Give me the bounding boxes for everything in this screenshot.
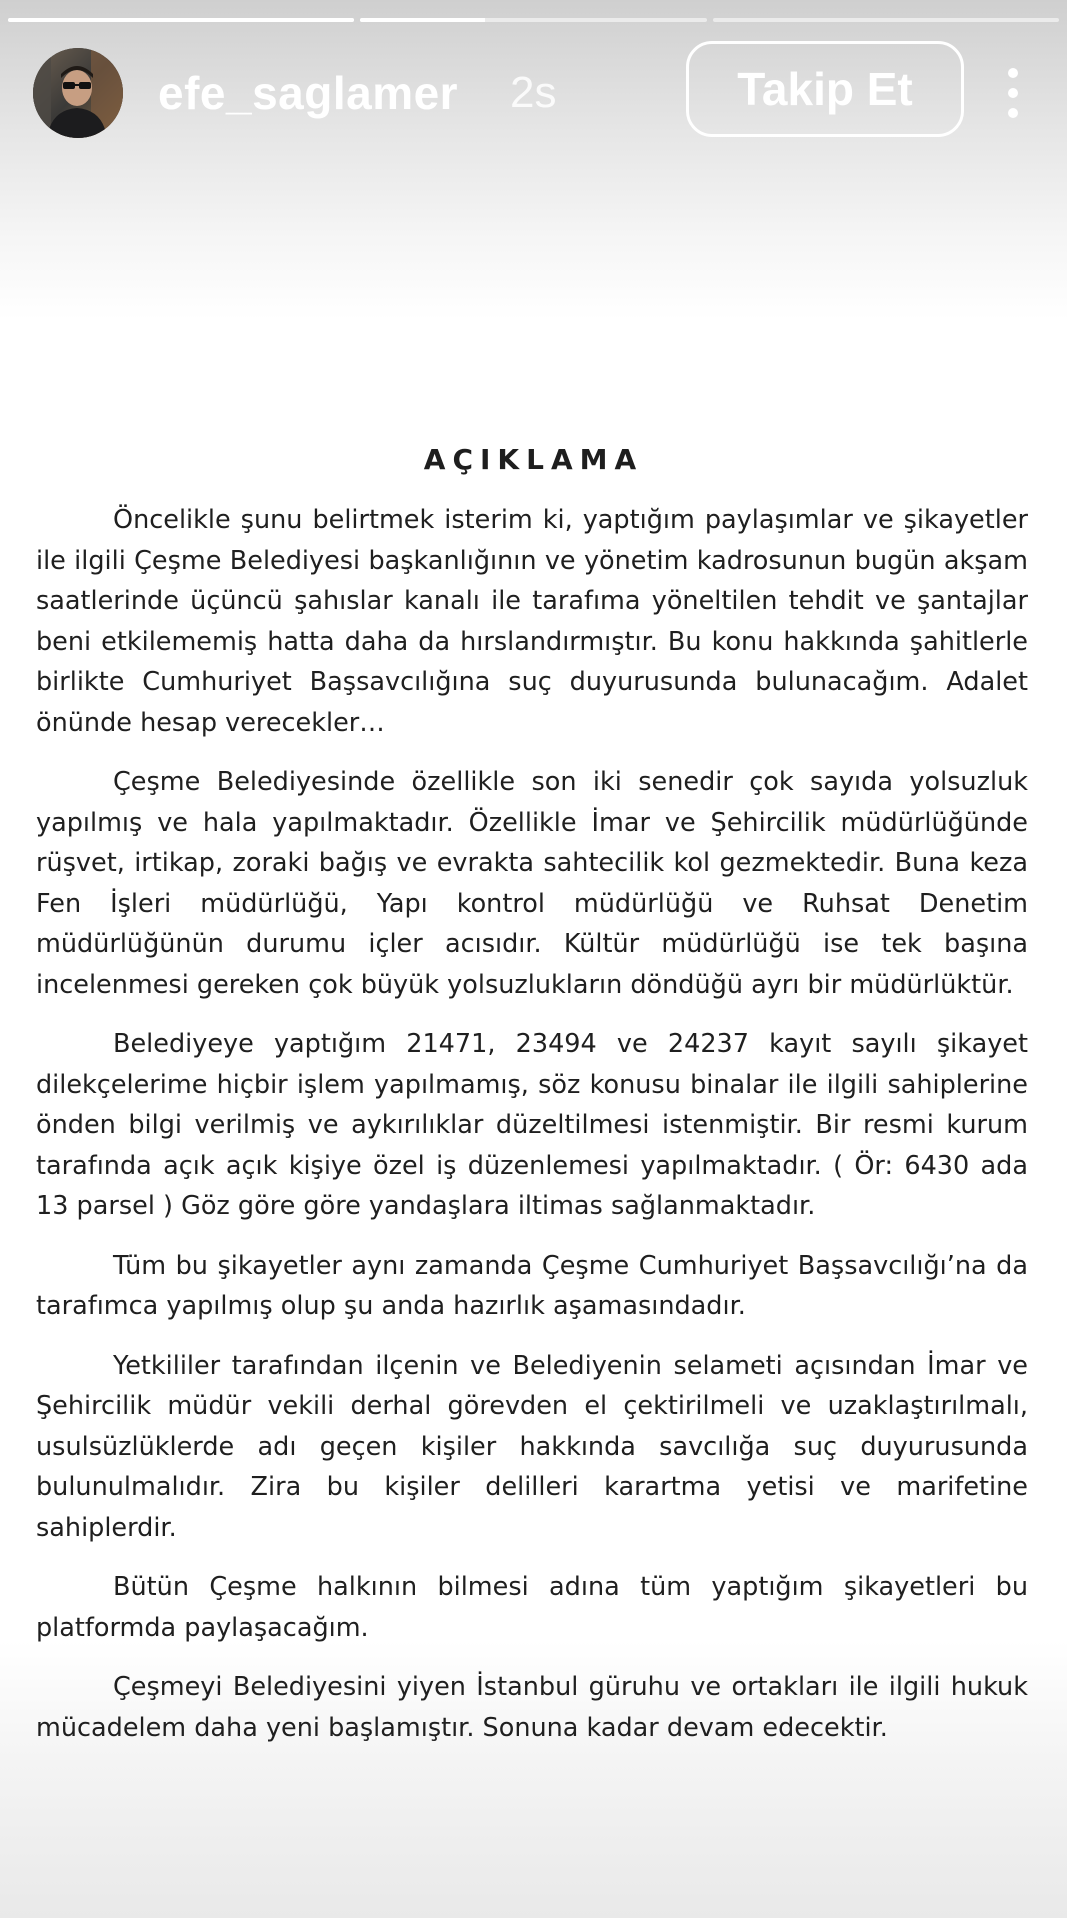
document-paragraph: Bütün Çeşme halkının bilmesi adına tüm yaptığım şikayetleri bu platformda paylaşacağım. <box>36 1572 1028 1643</box>
document-paragraph: Öncelikle şunu belirtmek isterim ki, yaptığım paylaşımlar ve şikayetler ile ilgili Çeşme Belediyesi başkanlığının ve yönetim kadrosunun bugün akşam saatlerinde üçüncü şahıslar kanalı ile tarafıma yöneltilen tehdit ve şantajlar beni etkilememiş hatta daha da hırslandırmıştır. Bu konu hakkında şahitlerle birlikte Cumhuriyet Başsavcılığına suç duyurusunda bulunacağım. Adalet önünde hesap verecekler… <box>36 505 1028 738</box>
document-title: AÇIKLAMA <box>423 443 644 476</box>
story-header <box>0 40 1067 150</box>
profile-photo-icon <box>33 48 123 138</box>
document-paragraph: Yetkililer tarafından ilçenin ve Belediyenin selameti açısından İmar ve Şehircilik müdür vekili derhal görevden el çektirilmeli ve uzaklaştırılmalı, usulsüzlüklerde adı geçen kişiler hakkında savcılığa suç duyurusunda bulunulmalıdır. Zira bu kişiler delilleri karartma yetisi ve marifetine sahiplerdir. <box>36 1350 1028 1543</box>
progress-segment <box>8 18 354 22</box>
more-dot <box>1008 68 1018 78</box>
avatar[interactable] <box>33 48 123 138</box>
document-paragraph: Çeşme Belediyesinde özellikle son iki senedir çok sayıda yolsuzluk yapılmış ve hala yapılmaktadır. Özellikle İmar ve Şehircilik müdürlüğünde rüşvet, irtikap, zoraki bağış ve evrakta sahtecilik kol gezmektedir. Buna keza Fen İşleri müdürlüğü, Yapı kontrol müdürlüğü ve Ruhsat Denetim müdürlüğünün durumu içler acısıdır. Kültür müdürlüğü ise tek başına incelenmesi gereken çok büyük yolsuzlukların döndüğü ayrı bir müdürlüktür. <box>36 767 1028 1000</box>
more-dot <box>1008 108 1018 118</box>
progress-segment <box>360 18 706 22</box>
more-vertical-icon[interactable] <box>1000 68 1026 118</box>
document-body <box>36 500 1028 1767</box>
progress-segment <box>713 18 1059 22</box>
document-paragraph: Çeşmeyi Belediyesini yiyen İstanbul güruhu ve ortakları ile ilgili hukuk mücadelem daha yeni başlamıştır. Sonuna kadar devam edecektir. <box>36 1672 1028 1743</box>
story-progress-bar <box>8 18 1059 22</box>
document-paragraph: Belediyeye yaptığım 21471, 23494 ve 24237 kayıt sayılı şikayet dilekçelerime hiçbir işlem yapılmamış, söz konusu binalar ile ilgili sahiplerine önden bilgi verilmiş ve aykırılıklar düzeltilmesi istenmiştir. Bir resmi kurum tarafında açık açık kişiye özel iş düzenlemesi yapılmaktadır. ( Ör: 6430 ada 13 parsel ) Göz göre göre yandaşlara iltimas sağlanmaktadır. <box>36 1029 1028 1221</box>
story-timestamp: 2s <box>510 68 557 117</box>
follow-button[interactable]: Takip Et <box>686 41 964 137</box>
more-dot <box>1008 88 1018 98</box>
document-paragraph: Tüm bu şikayetler aynı zamanda Çeşme Cumhuriyet Başsavcılığı’na da tarafımca yapılmış olup şu anda hazırlık aşamasındadır. <box>36 1250 1028 1321</box>
username[interactable]: efe_saglamer <box>158 67 459 119</box>
